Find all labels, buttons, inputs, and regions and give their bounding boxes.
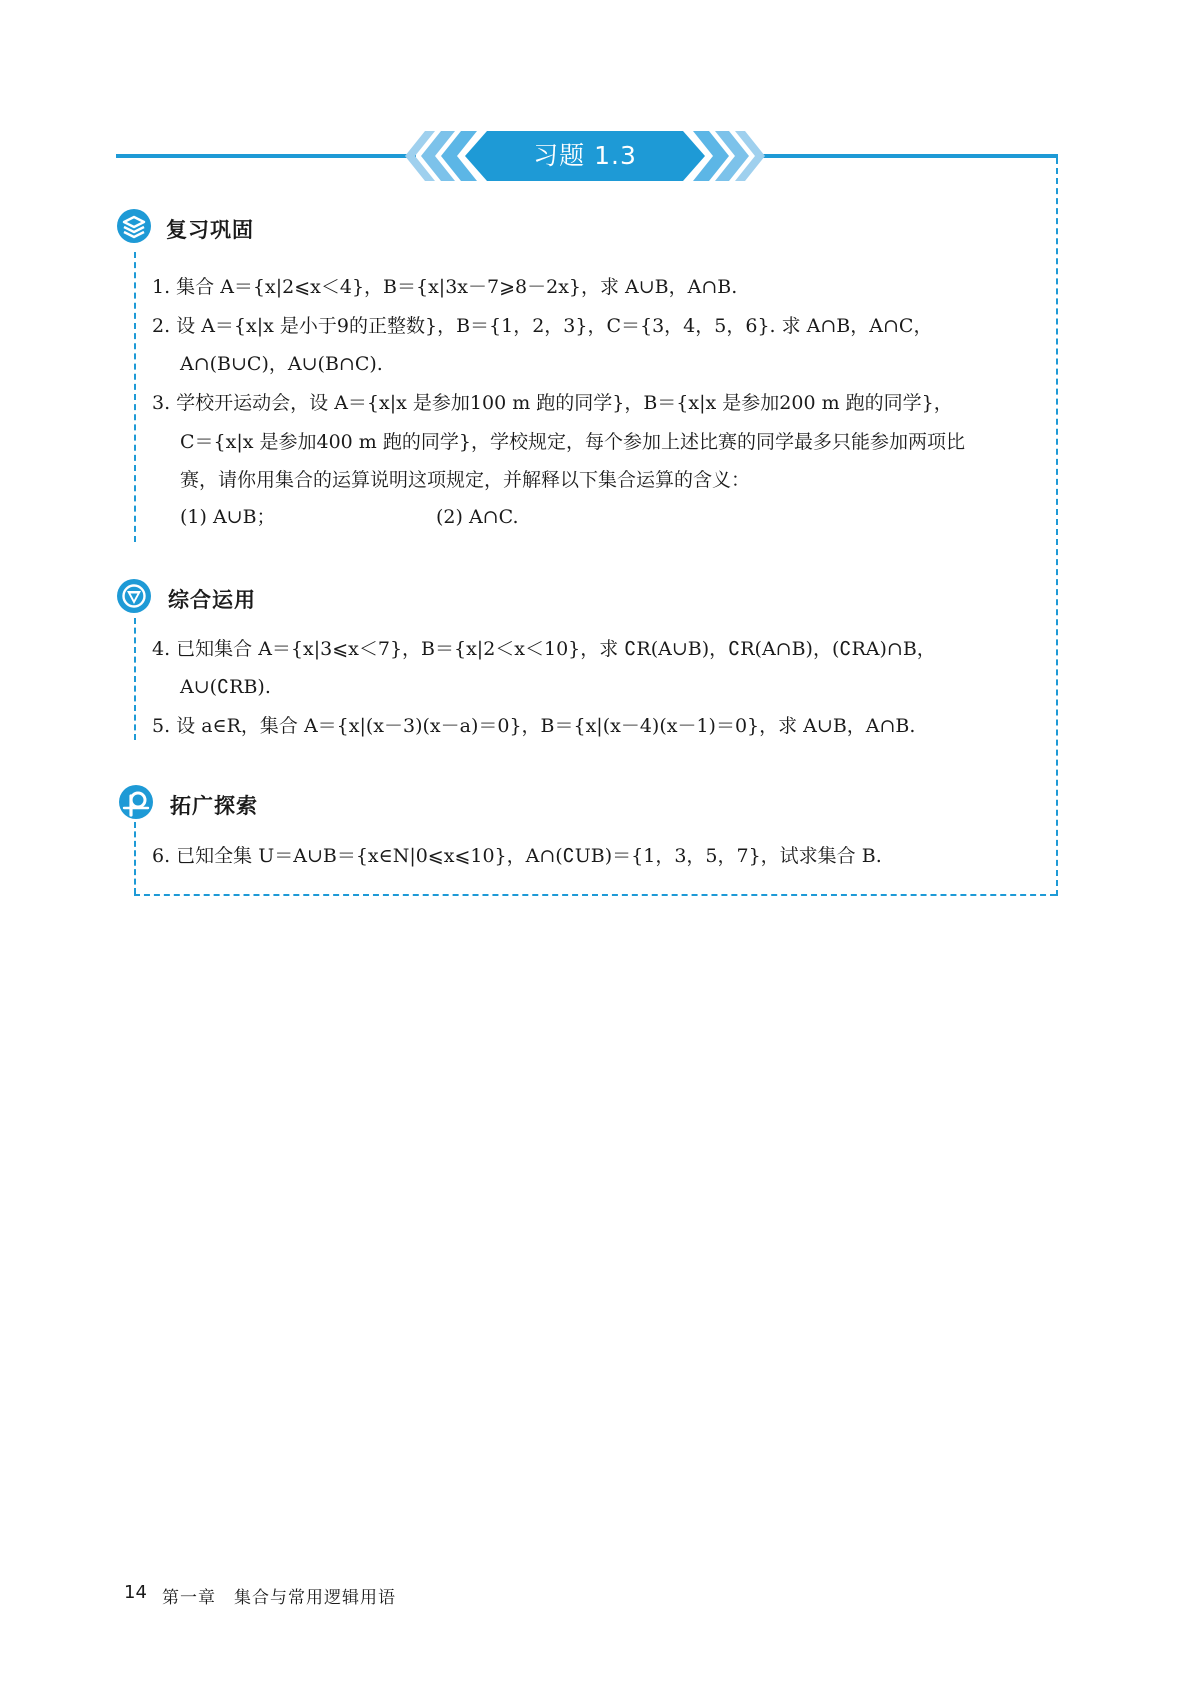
- problem-2-line-2: A∩(B∪C)，A∪(B∩C).: [180, 353, 383, 375]
- problem-3-sub-1: (1) A∪B；: [180, 506, 276, 528]
- problem-4-line-2: A∪(∁RB).: [180, 676, 271, 698]
- problem-1: 1. 集合 A＝{x|2⩽x＜4}，B＝{x|3x－7⩾8－2x}，求 A∪B，A∩B.: [152, 276, 738, 298]
- problem-3-sub-2: (2) A∩C.: [436, 506, 519, 528]
- section-heading-explore: 拓广探索: [170, 794, 258, 818]
- frame-left-border-3: [134, 822, 136, 894]
- section-heading-comprehensive: 综合运用: [168, 588, 256, 612]
- explore-icon: [118, 784, 154, 820]
- page-title: 习题 1.3: [533, 141, 637, 170]
- chapter-footer: 第一章 集合与常用逻辑用语: [162, 1588, 396, 1608]
- problem-6: 6. 已知全集 U＝A∪B＝{x∈N|0⩽x⩽10}，A∩(∁UB)＝{1，3，5，7}，试求集合 B.: [152, 845, 882, 867]
- problem-3-line-2: C＝{x|x 是参加400 m 跑的同学}，学校规定，每个参加上述比赛的同学最多只能参加两项比: [180, 431, 965, 453]
- problem-2-line-1: 2. 设 A＝{x|x 是小于9的正整数}，B＝{1，2，3}，C＝{3，4，5，6}. 求 A∩B，A∩C，: [152, 315, 933, 337]
- section-heading-review: 复习巩固: [166, 218, 254, 242]
- title-rule-left: [116, 154, 416, 158]
- problem-3-line-1: 3. 学校开运动会，设 A＝{x|x 是参加100 m 跑的同学}，B＝{x|x 是参加200 m 跑的同学}，: [152, 392, 953, 414]
- layers-icon: [116, 208, 152, 244]
- frame-left-border-2: [134, 618, 136, 740]
- page-number: 14: [124, 1582, 147, 1603]
- frame-right-border: [1056, 158, 1058, 896]
- frame-bottom-border: [134, 894, 1056, 896]
- problem-3-line-3: 赛，请你用集合的运算说明这项规定，并解释以下集合运算的含义：: [180, 469, 751, 491]
- title-rule-right: [756, 154, 1058, 158]
- problem-5: 5. 设 a∈R，集合 A＝{x|(x－3)(x－a)＝0}，B＝{x|(x－4)(x－1)＝0}，求 A∪B，A∩B.: [152, 715, 916, 737]
- problem-4-line-1: 4. 已知集合 A＝{x|3⩽x＜7}，B＝{x|2＜x＜10}，求 ∁R(A∪B)，∁R(A∩B)，(∁RA)∩B，: [152, 638, 936, 660]
- cycle-triangle-icon: [116, 578, 152, 614]
- frame-left-border-1: [134, 252, 136, 542]
